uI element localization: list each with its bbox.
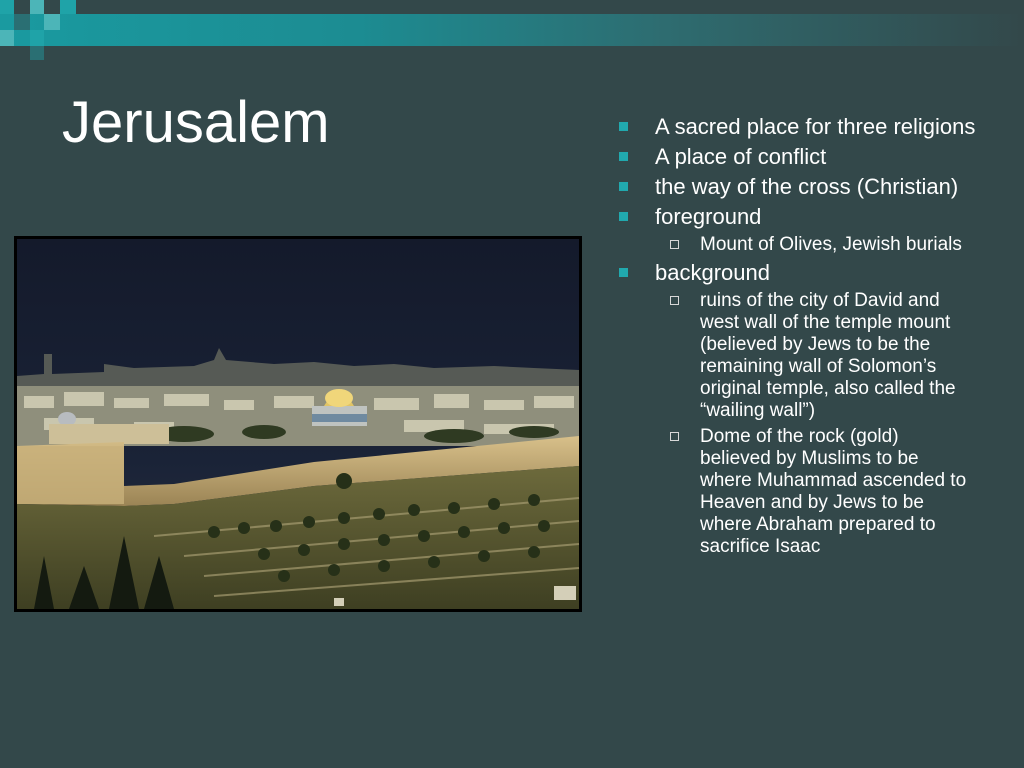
deco-square — [60, 0, 76, 14]
square-bullet-icon — [619, 122, 628, 131]
deco-square — [14, 14, 30, 30]
sub-bullet-text: ruins of the city of David and west wall of the temple mount (believed by Jews to be the remaining wall of Solomon’s original temple, also called the “wailing wall”) — [700, 290, 956, 421]
sub-bullet-item — [615, 426, 970, 558]
hollow-square-bullet-icon — [670, 432, 679, 441]
deco-square — [44, 14, 60, 30]
square-bullet-icon — [619, 152, 628, 161]
bullet-text: background — [655, 260, 770, 285]
jerusalem-photo-illustration — [14, 236, 582, 612]
sub-bullet-text: Dome of the rock (gold) believed by Muslims to be where Muhammad ascended to Heaven and by Jews to be where Abraham prepared to sacrifice Isaac — [700, 426, 967, 557]
bullet-list — [615, 114, 1010, 562]
deco-square — [30, 30, 44, 46]
square-bullet-icon — [619, 268, 628, 277]
bullet-item — [615, 114, 1010, 139]
jerusalem-photo — [14, 236, 582, 612]
deco-square — [30, 46, 44, 60]
bullet-item — [615, 174, 1010, 199]
bullet-text: the way of the cross (Christian) — [655, 174, 959, 199]
bullet-text: A place of conflict — [655, 144, 827, 169]
bullet-text: foreground — [655, 204, 762, 229]
sub-bullet-item — [615, 290, 970, 422]
hollow-square-bullet-icon — [670, 296, 679, 305]
square-bullet-icon — [619, 182, 628, 191]
bullet-text: A sacred place for three religions — [655, 114, 976, 139]
bullet-item — [615, 260, 1010, 285]
deco-square — [0, 0, 14, 14]
deco-square — [0, 30, 14, 46]
bullet-item — [615, 144, 1010, 169]
header-band — [0, 14, 1024, 46]
sub-bullet-item — [615, 234, 970, 256]
hollow-square-bullet-icon — [670, 240, 679, 249]
slide-title: Jerusalem — [62, 90, 330, 155]
bullet-item — [615, 204, 1010, 229]
sub-bullet-text: Mount of Olives, Jewish burials — [700, 234, 962, 255]
square-bullet-icon — [619, 212, 628, 221]
deco-square — [30, 0, 44, 14]
